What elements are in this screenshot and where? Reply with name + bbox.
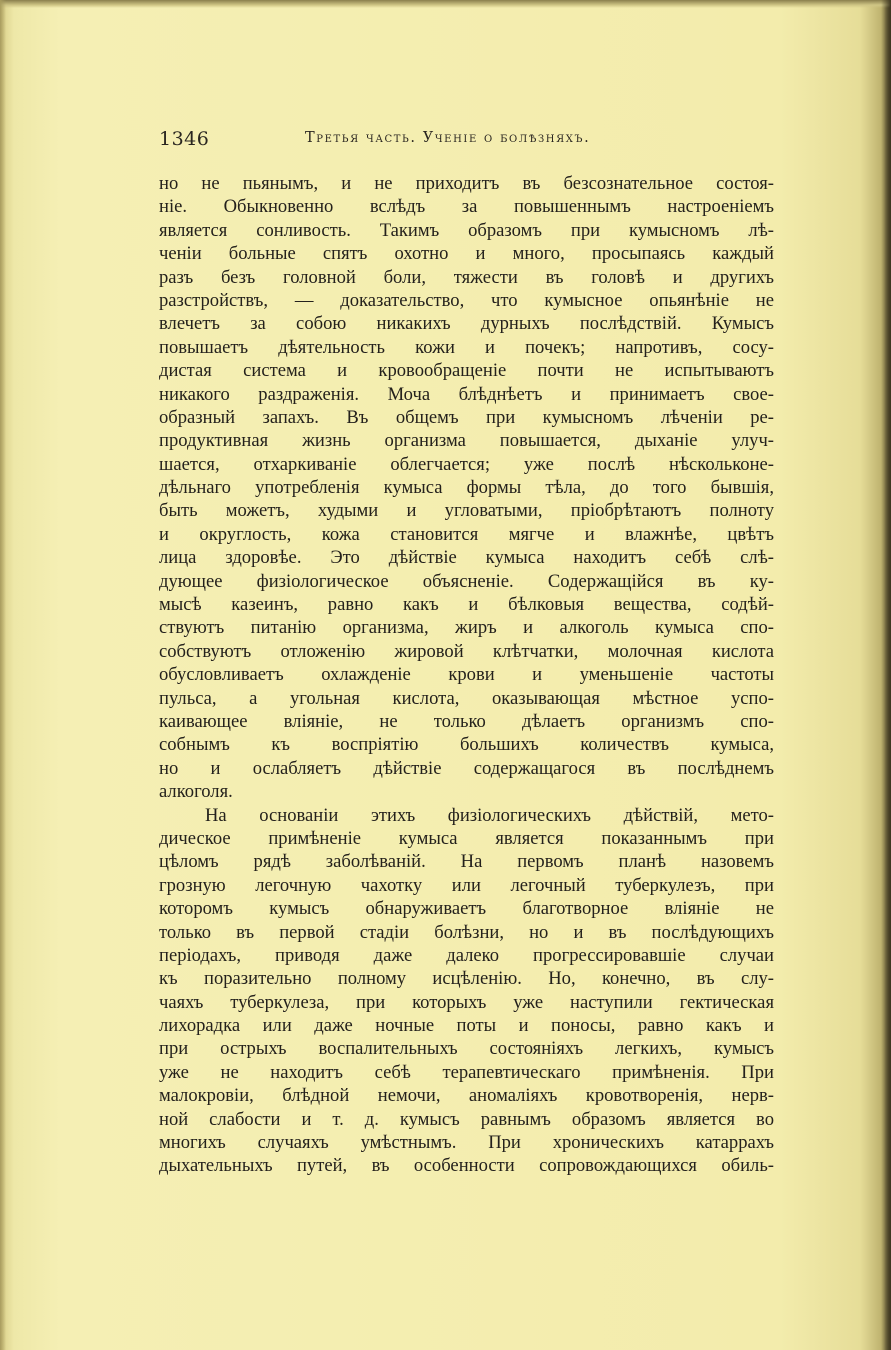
text-line: шается, отхаркиваніе облегчается; уже послѣ нѣскольконе- xyxy=(159,453,774,475)
text-line: образный запахъ. Въ общемъ при кумысномъ лѣченіи ре- xyxy=(159,406,774,428)
text-line: при острыхъ воспалительныхъ состояніяхъ легкихъ, кумысъ xyxy=(159,1038,774,1060)
text-line: дическое примѣненіе кумыса является показаннымъ при xyxy=(159,827,774,849)
text-line: собнымъ къ воспріятію большихъ количествъ кумыса, xyxy=(159,734,774,756)
text-line: малокровіи, блѣдной немочи, аномаліяхъ кровотворенія, нерв- xyxy=(159,1085,774,1107)
text-line: разъ безъ головной боли, тяжести въ головѣ и другихъ xyxy=(159,266,774,288)
page-binding-edge xyxy=(881,0,891,1350)
text-line: лихорадка или даже ночные поты и поносы, равно какъ и xyxy=(159,1015,774,1037)
text-line: цѣломъ рядѣ заболѣваній. На первомъ планѣ назовемъ xyxy=(159,851,774,873)
text-line: дыхательныхъ путей, въ особенности сопровождающихся обиль- xyxy=(159,1155,774,1177)
text-line: повышаетъ дѣятельность кожи и почекъ; напротивъ, сосу- xyxy=(159,336,774,358)
text-line: ной слабости и т. д. кумысъ равнымъ образомъ является во xyxy=(159,1108,774,1130)
text-line: дующее физіологическое объясненіе. Содержащійся въ ку- xyxy=(159,570,774,592)
text-line: влечетъ за собою никакихъ дурныхъ послѣдствій. Кумысъ xyxy=(159,313,774,335)
page-number: 1346 xyxy=(159,128,210,150)
text-line: каивающее вліяніе, не только дѣлаетъ организмъ спо- xyxy=(159,710,774,732)
text-line: и округлость, кожа становится мягче и влажнѣе, цвѣтъ xyxy=(159,523,774,545)
text-line: пульса, а угольная кислота, оказывающая мѣстное успо- xyxy=(159,687,774,709)
text-line: дистая система и кровообращеніе почти не испытываютъ xyxy=(159,360,774,382)
body-text xyxy=(159,172,774,1178)
text-line: дѣльнаго употребленія кумыса формы тѣла, до того бывшія, xyxy=(159,477,774,499)
text-line: уже не находитъ себѣ терапевтическаго примѣненія. При xyxy=(159,1061,774,1083)
page-left-edge xyxy=(0,0,6,1350)
text-line: алкоголя. xyxy=(159,781,233,803)
text-line: которомъ кумысъ обнаруживаетъ благотворное вліяніе не xyxy=(159,898,774,920)
page-header xyxy=(159,128,779,156)
text-line: многихъ случаяхъ умѣстнымъ. При хроническихъ катаррахъ xyxy=(159,1132,774,1154)
text-line: но и ослабляетъ дѣйствіе содержащагося въ послѣднемъ xyxy=(159,757,774,779)
paragraph-2 xyxy=(159,804,774,1178)
text-line: обусловливаетъ охлажденіе крови и уменьшеніе частоты xyxy=(159,664,774,686)
text-line: ніе. Обыкновенно вслѣдъ за повышеннымъ настроеніемъ xyxy=(159,196,774,218)
text-line: быть можетъ, худыми и угловатыми, пріобрѣтаютъ полноту xyxy=(159,500,774,522)
text-line: только въ первой стадіи болѣзни, но и въ послѣдующихъ xyxy=(159,921,774,943)
text-line: является сонливость. Такимъ образомъ при кумысномъ лѣ- xyxy=(159,219,774,241)
text-line: ченіи больные спятъ охотно и много, просыпаясь каждый xyxy=(159,243,774,265)
text-line: грозную легочную чахотку или легочный туберкулезъ, при xyxy=(159,874,774,896)
running-head: Третья часть. Ученіе о болѣзняхъ. xyxy=(305,130,591,146)
text-line: никакого раздраженія. Моча блѣднѣетъ и принимаетъ свое- xyxy=(159,383,774,405)
text-line: къ поразительно полному исцѣленію. Но, конечно, въ слу- xyxy=(159,968,774,990)
text-line: собствуютъ отложенію жировой клѣтчатки, молочная кислота xyxy=(159,640,774,662)
text-line: продуктивная жизнь организма повышается, дыханіе улуч- xyxy=(159,430,774,452)
text-line: чаяхъ туберкулеза, при которыхъ уже наступили гектическая xyxy=(159,991,774,1013)
text-line: ствуютъ питанію организма, жиръ и алкоголь кумыса спо- xyxy=(159,617,774,639)
page-top-edge xyxy=(0,0,891,8)
text-line: На основаніи этихъ физіологическихъ дѣйствій, мето- xyxy=(205,804,774,826)
text-line: мысѣ казеинъ, равно какъ и бѣлковыя вещества, содѣй- xyxy=(159,594,774,616)
text-line: періодахъ, приводя даже далеко прогрессировавшіе случаи xyxy=(159,944,774,966)
paragraph-1 xyxy=(159,172,774,804)
text-line: разстройствъ, — доказательство, что кумысное опьянѣніе не xyxy=(159,289,774,311)
text-line: но не пьянымъ, и не приходитъ въ безсознательное состоя- xyxy=(159,173,774,194)
text-line: лица здоровѣе. Это дѣйствіе кумыса находитъ себѣ слѣ- xyxy=(159,547,774,569)
